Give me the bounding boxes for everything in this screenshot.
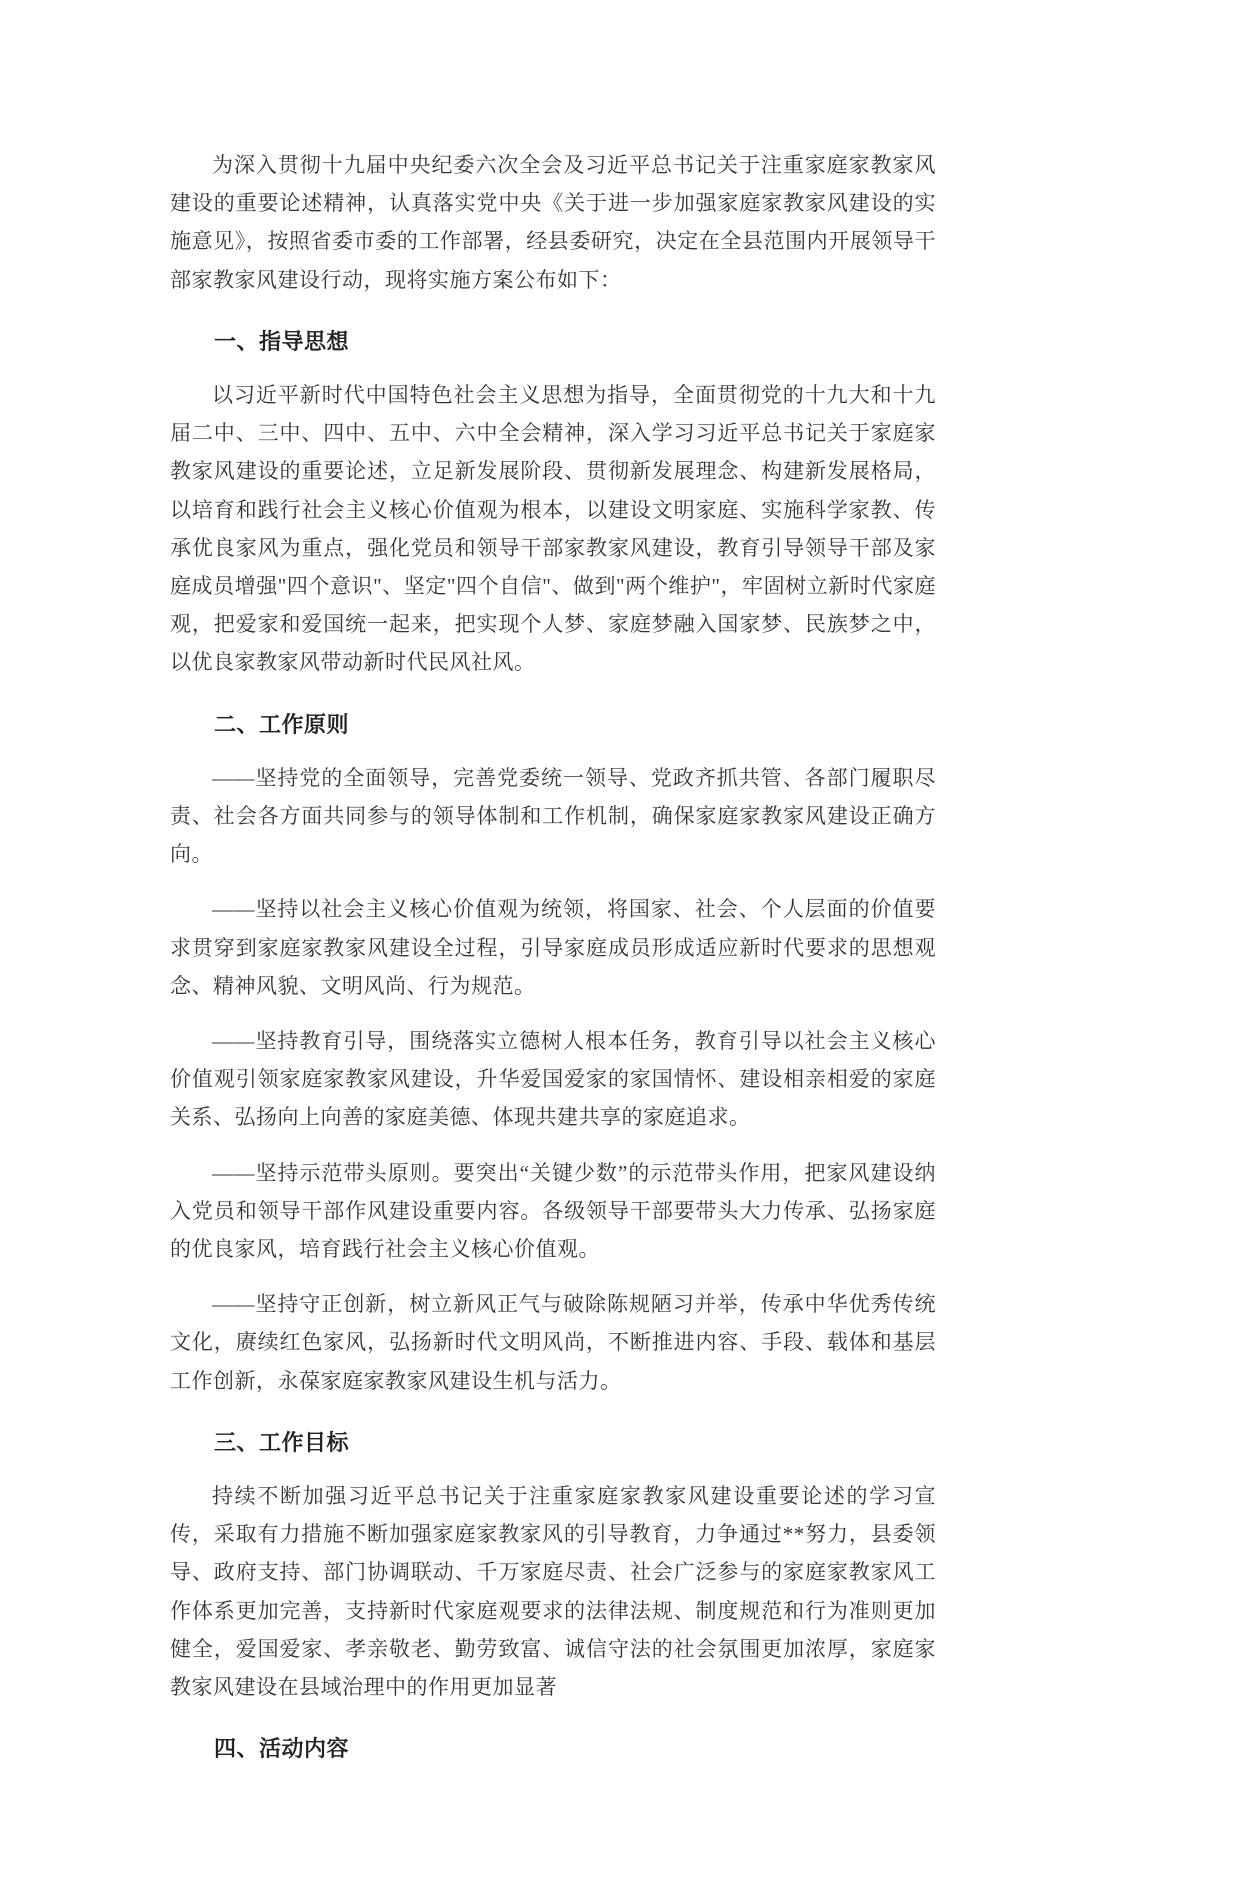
section-heading-2: 二、工作原则 bbox=[214, 711, 350, 737]
paragraph-work-goal: 持续不断加强习近平总书记关于注重家庭家教家风建设重要论述的学习宣传，采取有力措施不断加强家庭家教家风的引导教育，力争通过**努力，县委领导、政府支持、部门协调联动、千万家庭尽责、社会广泛参与的家庭家教家风工作体系更加完善，支持新时代家庭观要求的法律法规、制度规范和行为准则更加健全，爱国爱家、孝亲敬老、勤劳致富、诚信守法的社会氛围更加浓厚，家庭家教家风建设在县域治理中的作用更加显著 bbox=[170, 1483, 936, 1699]
paragraph-principle-2: ——坚持以社会主义核心价值观为统领，将国家、社会、个人层面的价值要求贯穿到家庭家教家风建设全过程，引导家庭成员形成适应新时代要求的思想观念、精神风貌、文明风尚、行为规范。 bbox=[170, 897, 936, 998]
paragraph-guiding-ideology: 以习近平新时代中国特色社会主义思想为指导，全面贯彻党的十九大和十九届二中、三中、四中、五中、六中全会精神，深入学习习近平总书记关于家庭家教家风建设的重要论述，立足新发展阶段、贯彻新发展理念、构建新发展格局，以培育和践行社会主义核心价值观为根本，以建设文明家庭、实施科学家教、传承优良家风为重点，强化党员和领导干部家教家风建设，教育引导领导干部及家庭成员增强"四个意识"、坚定"四个自信"、做到"两个维护"，牢固树立新时代家庭观，把爱家和爱国统一起来，把实现个人梦、家庭梦融入国家梦、民族梦之中，以优良家教家风带动新时代民风社风。 bbox=[170, 382, 936, 675]
document-content bbox=[170, 146, 936, 1763]
paragraph-principle-1: ——坚持党的全面领导，完善党委统一领导、党政齐抓共管、各部门履职尽责、社会各方面共同参与的领导体制和工作机制，确保家庭家教家风建设正确方向。 bbox=[170, 765, 936, 867]
intro-paragraph: 为深入贯彻十九届中央纪委六次全会及习近平总书记关于注重家庭家教家风建设的重要论述精神，认真落实党中央《关于进一步加强家庭家教家风建设的实施意见》，按照省委市委的工作部署，经县委研究，决定在全县范围内开展领导干部家教家风建设行动，现将实施方案公布如下： bbox=[170, 153, 936, 292]
section-heading-4: 四、活动内容 bbox=[214, 1736, 350, 1762]
paragraph-principle-3: ——坚持教育引导，围绕落实立德树人根本任务，教育引导以社会主义核心价值观引领家庭家教家风建设，升华爱国爱家的家国情怀、建设相亲相爱的家庭关系、弘扬向上向善的家庭美德、体现共建共享的家庭追求。 bbox=[170, 1028, 936, 1130]
section-heading-1: 一、指导思想 bbox=[214, 328, 350, 354]
paragraph-principle-5: ——坚持守正创新，树立新风正气与破除陈规陋习并举，传承中华优秀传统文化，赓续红色家风，弘扬新时代文明风尚，不断推进内容、手段、载体和基层工作创新，永葆家庭家教家风建设生机与活力。 bbox=[170, 1292, 936, 1393]
section-heading-3: 三、工作目标 bbox=[214, 1429, 350, 1455]
paragraph-principle-4: ——坚持示范带头原则。要突出“关键少数”的示范带头作用，把家风建设纳入党员和领导干部作风建设重要内容。各级领导干部要带头大力传承、弘扬家庭的优良家风，培育践行社会主义核心价值观。 bbox=[170, 1160, 936, 1262]
